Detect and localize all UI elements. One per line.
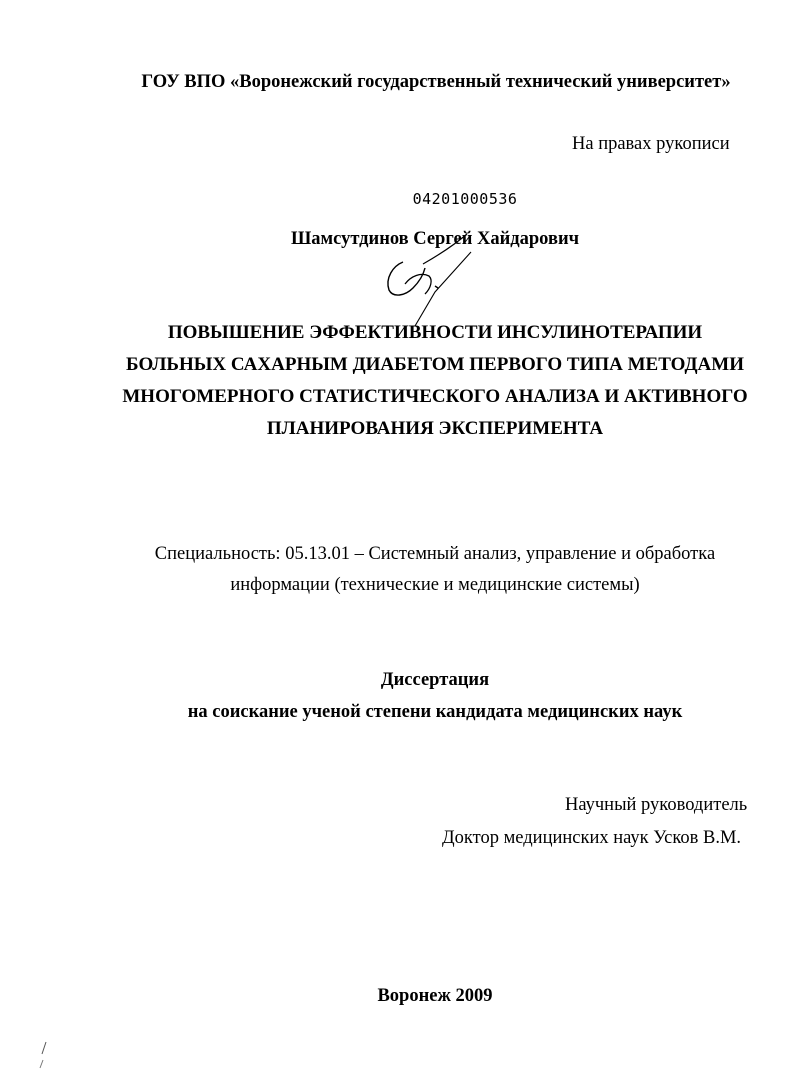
supervisor-label: Научный руководитель — [565, 795, 748, 815]
specialty-line-1: Специальность: 05.13.01 – Системный анализ, управление и обработка — [154, 544, 716, 564]
title-line-2: БОЛЬНЫХ САХАРНЫМ ДИАБЕТОМ ПЕРВОГО ТИПА МЕТОДАМИ — [126, 354, 744, 375]
dissertation-label: Диссертация — [380, 670, 490, 690]
city-year: Воронеж 2009 — [377, 986, 493, 1006]
handwritten-signature — [375, 232, 475, 327]
institution-name: ГОУ ВПО «Воронежский государственный технический университет» — [141, 72, 731, 92]
degree-statement: на соискание ученой степени кандидата медицинских наук — [187, 702, 683, 722]
author-name: Шамсутдинов Сергей Хайдарович — [290, 229, 580, 249]
title-line-1: ПОВЫШЕНИЕ ЭФФЕКТИВНОСТИ ИНСУЛИНОТЕРАПИИ — [167, 322, 703, 343]
title-line-4: ПЛАНИРОВАНИЯ ЭКСПЕРИМЕНТА — [266, 418, 604, 439]
rights-note: На правах рукописи — [572, 134, 730, 154]
library-stamp-number: 04201000536 — [412, 190, 518, 208]
specialty-line-2: информации (технические и медицинские системы) — [230, 575, 640, 595]
supervisor-name: Доктор медицинских наук Усков В.М. — [442, 828, 742, 848]
title-line-3: МНОГОМЕРНОГО СТАТИСТИЧЕСКОГО АНАЛИЗА И АКТИВНОГО — [122, 386, 748, 407]
scan-margin-mark — [36, 1040, 50, 1070]
